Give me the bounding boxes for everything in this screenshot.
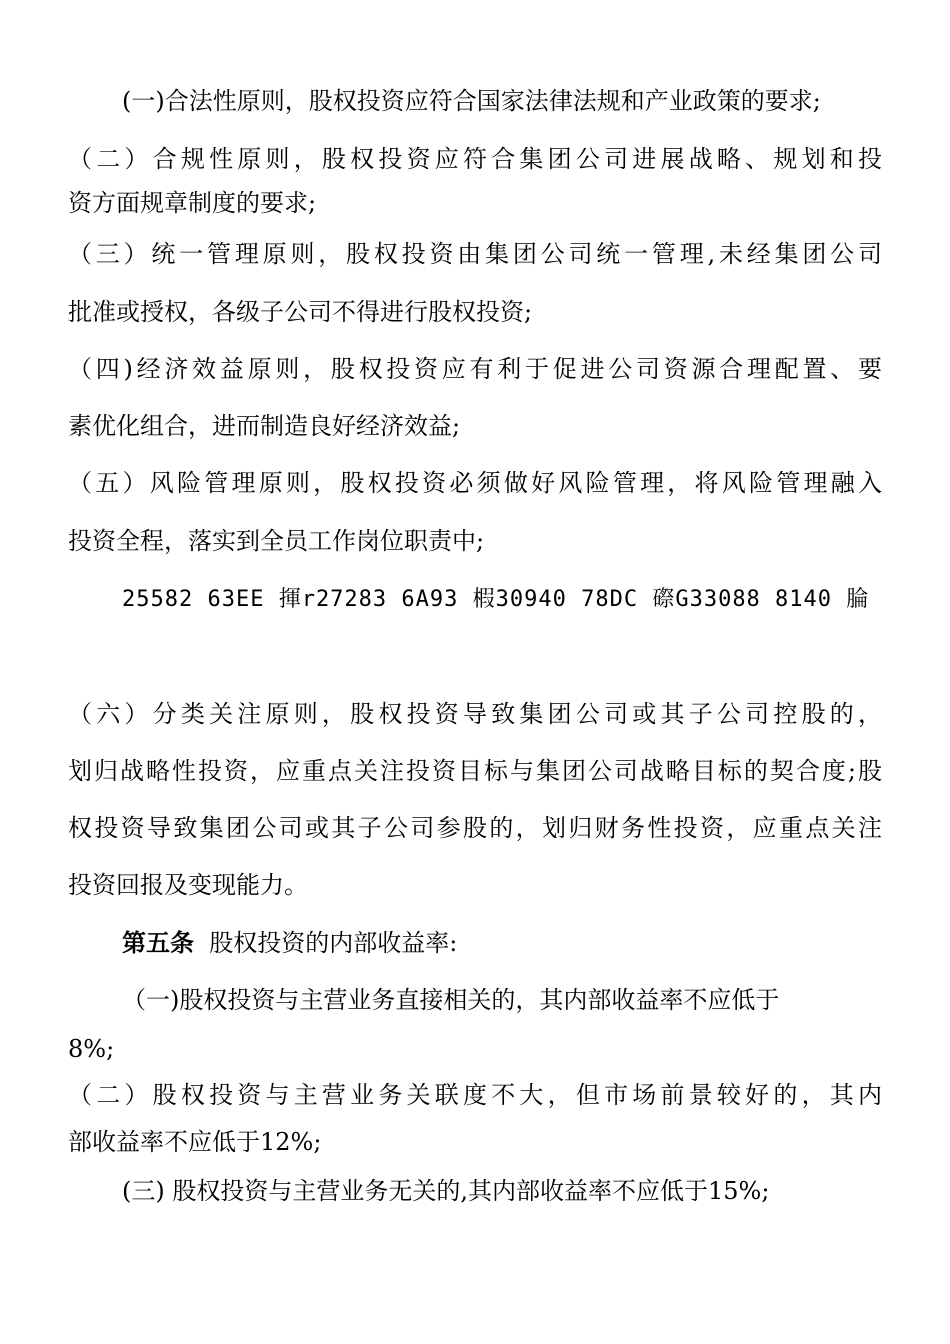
principle-legality: (一)合法性原则，股权投资应符合国家法律法规和产业政策的要求; [122, 87, 821, 115]
irr-related-line1: （二）股权投资与主营业务关联度不大，但市场前景较好的，其内 [68, 1081, 882, 1109]
principle-economic-line1: （四)经济效益原则，股权投资应有利于促进公司资源合理配置、要 [68, 355, 882, 383]
principle-unified-line2: 批准或授权，各级子公司不得进行股权投资; [68, 298, 533, 326]
article-five-label: 第五条 [122, 928, 194, 957]
article-five-heading [122, 926, 457, 960]
garbled-code-line: 25582 63EE 揮r27283 6A93 椵30940 78DC 磜G33088 8140 腀 [122, 587, 870, 612]
article-five-text: 股权投资的内部收益率: [209, 929, 458, 957]
irr-related-line2: 部收益率不应低于12%; [68, 1128, 322, 1156]
principle-unified-line1: （三）统一管理原则，股权投资由集团公司统一管理,未经集团公司 [68, 240, 882, 268]
irr-direct-line2: 8%; [68, 1035, 115, 1063]
principle-risk-line1: （五）风险管理原则，股权投资必须做好风险管理，将风险管理融入 [68, 469, 882, 497]
irr-direct-line1: （一)股权投资与主营业务直接相关的，其内部收益率不应低于 [122, 986, 780, 1014]
principle-compliance-line1: （二）合规性原则，股权投资应符合集团公司进展战略、规划和投 [68, 145, 882, 173]
principle-classified-line1: （六）分类关注原则，股权投资导致集团公司或其子公司控股的， [68, 700, 882, 728]
irr-unrelated: (三) 股权投资与主营业务无关的,其内部收益率不应低于15%; [122, 1177, 770, 1205]
principle-compliance-line2: 资方面规章制度的要求; [68, 189, 317, 217]
principle-classified-line4: 投资回报及变现能力。 [68, 871, 308, 899]
principle-classified-line3: 权投资导致集团公司或其子公司参股的，划归财务性投资，应重点关注 [68, 814, 882, 842]
principle-risk-line2: 投资全程，落实到全员工作岗位职责中; [68, 527, 485, 555]
principle-classified-line2: 划归战略性投资，应重点关注投资目标与集团公司战略目标的契合度;股 [68, 757, 882, 785]
principle-economic-line2: 素优化组合，进而制造良好经济效益; [68, 412, 461, 440]
